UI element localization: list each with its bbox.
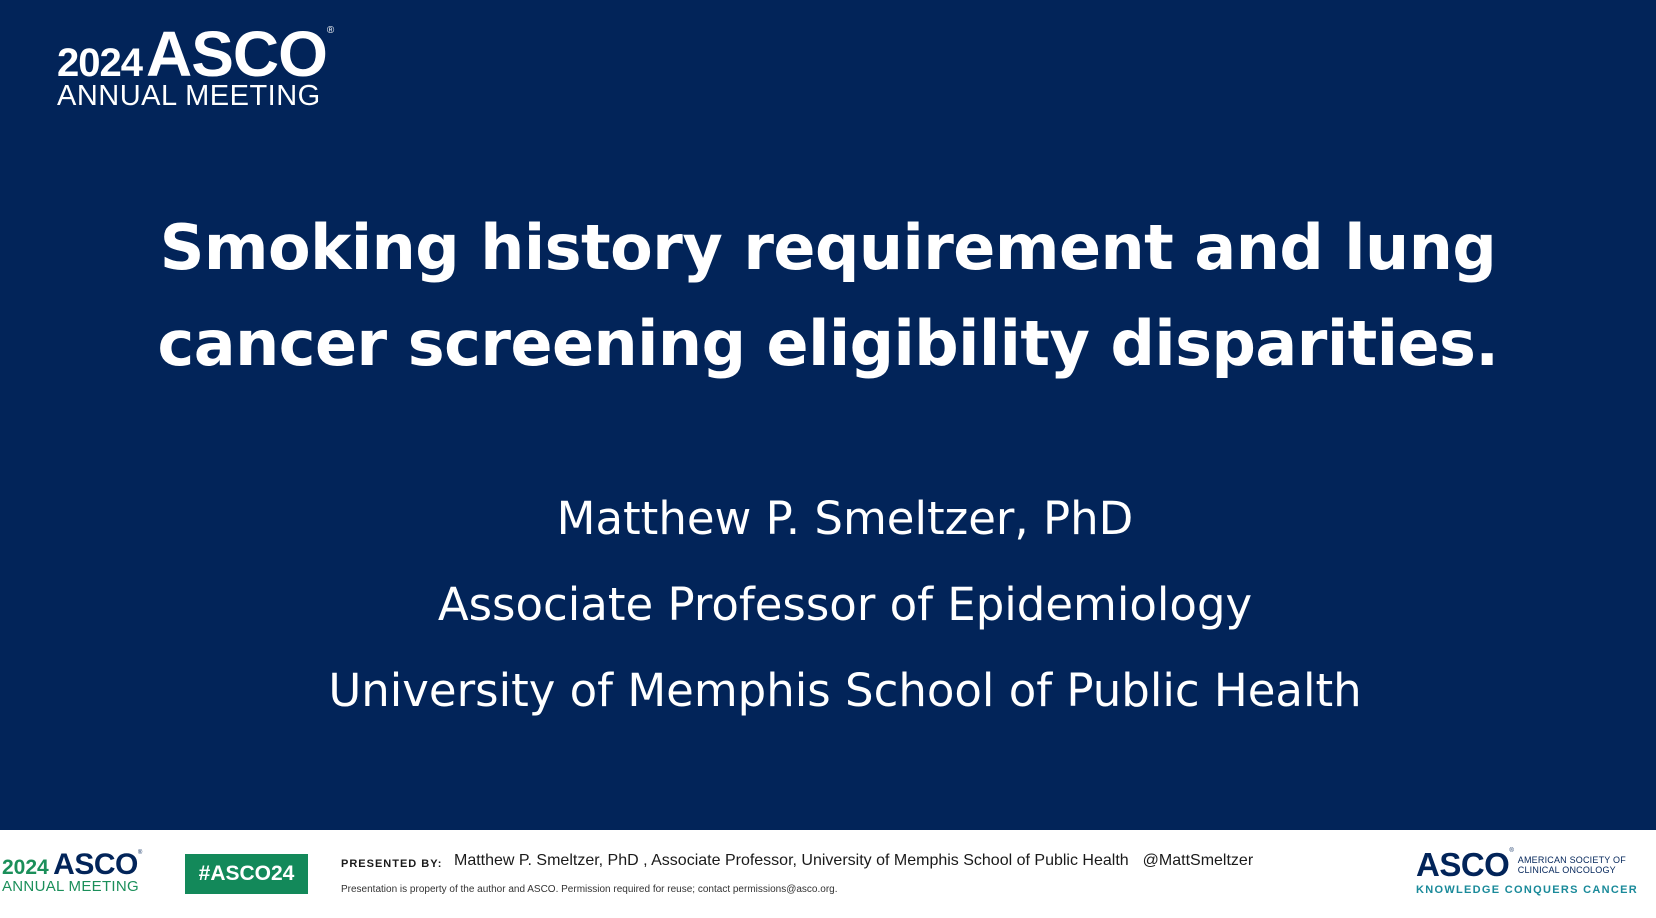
society-line-2: CLINICAL ONCOLOGY [1517,864,1616,875]
registered-mark: ® [326,25,335,36]
presenter-position: Associate Professor of Epidemiology [437,578,1253,631]
footer-logo-subtitle: ANNUAL MEETING [2,878,139,895]
presenter-institution: University of Memphis School of Public Health [328,664,1362,717]
logo-year: 2024 [57,41,142,85]
footer-presenter-info [454,852,1253,870]
society-line-1: AMERICAN SOCIETY OF [1517,854,1626,865]
society-name [1518,855,1626,875]
asco-annual-meeting-logo [57,18,335,112]
logo-brand: ASCO [145,18,327,90]
slide-title [60,200,1596,392]
footer-logo-brand: ASCO [53,848,138,881]
presenter-block [0,476,1656,734]
footer-registered-mark: ® [137,850,143,856]
title-line-2: cancer screening eligibility disparities. [157,307,1499,380]
hashtag-badge: #ASCO24 [185,854,308,894]
logo-subtitle: ANNUAL MEETING [57,80,321,112]
footer-presenter-line: Matthew P. Smeltzer, PhD , Associate Professor, University of Memphis School of Public Health [454,852,1129,869]
title-line-1: Smoking history requirement and lung [159,211,1497,284]
copyright-notice: Presentation is property of the author and ASCO. Permission required for reuse; contact permissions@asco.org. [341,884,838,895]
org-logo-brand: ASCO [1416,846,1510,883]
presenter-name: Matthew P. Smeltzer, PhD [556,492,1134,545]
org-registered-mark: ® [1509,848,1514,854]
asco-society-logo [1416,848,1652,896]
org-tagline: KNOWLEDGE CONQUERS CANCER [1416,884,1638,896]
footer-asco-annual-meeting-logo [2,850,142,894]
slide-footer [0,830,1656,918]
footer-logo-year: 2024 [2,856,49,879]
presented-by-label: PRESENTED BY: [341,858,443,870]
twitter-handle: @MattSmeltzer [1142,852,1254,869]
